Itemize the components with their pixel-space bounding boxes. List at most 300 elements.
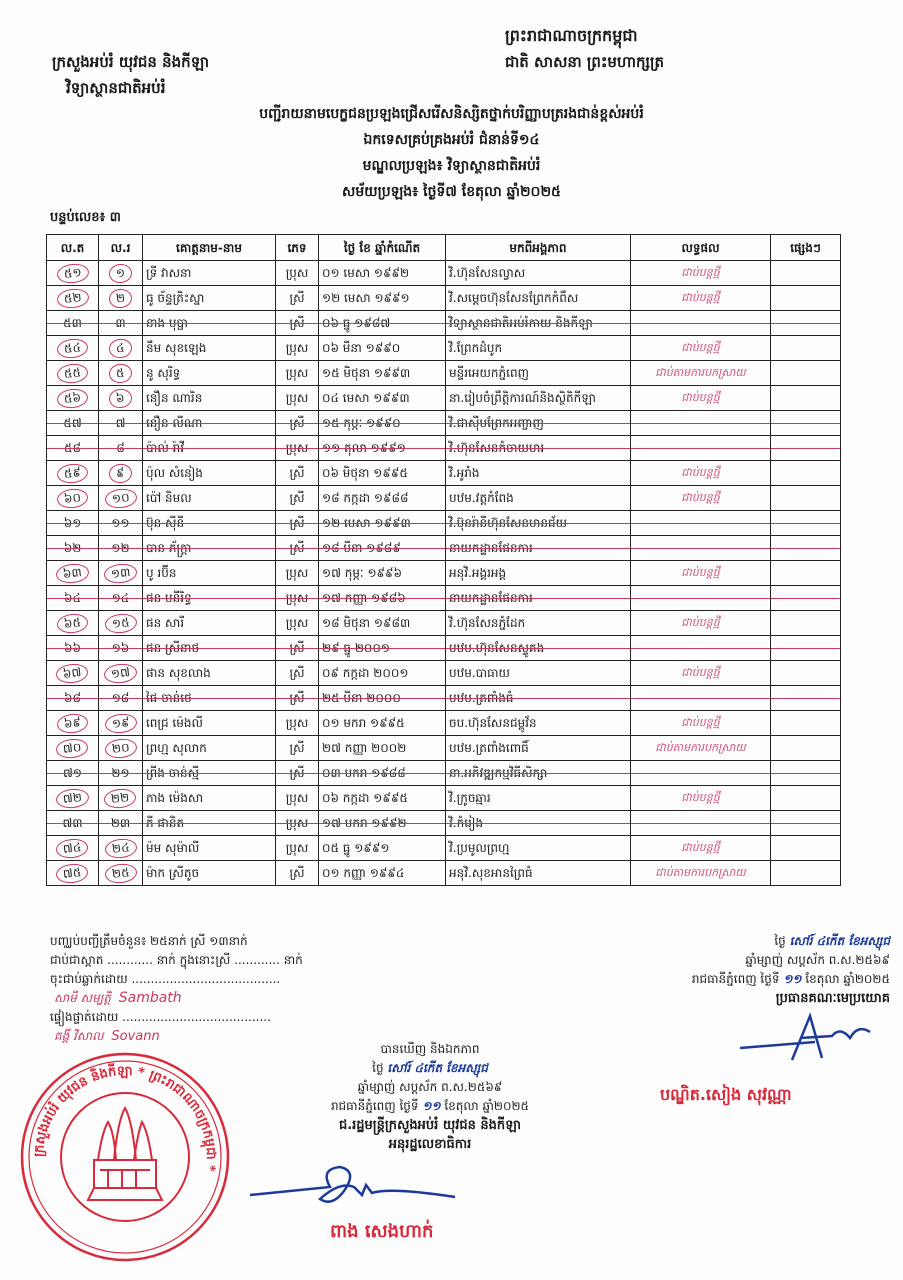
name-cell: [143, 511, 276, 536]
result-cell: [631, 611, 771, 636]
seq-room-cell: [99, 461, 143, 486]
unit-cell-text: វិ.ហ៊ុនសែនកំចាយមារ: [449, 441, 545, 455]
sex-cell: [276, 261, 319, 286]
name-cell: [143, 411, 276, 436]
dob-cell-text: ២៩ ធ្នូ ២០០១: [322, 641, 390, 655]
right-date-suffix-line: [450, 951, 890, 970]
result-cell-text: ជាប់តាមការបកស្រាយ: [655, 741, 746, 754]
seq-room-cell: [99, 836, 143, 861]
mid-signature-mark: [250, 1165, 460, 1215]
verified-by-line: ផ្ទៀងផ្ទាត់ដោយ .......................................: [50, 1010, 271, 1024]
name-cell: [143, 261, 276, 286]
sex-cell: [276, 586, 319, 611]
unit-cell-text: អនុវិ.សុខអានព្រៃធំ: [449, 866, 533, 880]
seq-room-cell-text: ២: [108, 287, 133, 308]
seq-room-cell-text: ១: [108, 262, 133, 283]
name-cell: [143, 736, 276, 761]
unit-cell-text: វិទ្យាស្ថានជាតិអប់រំកាយ និងកីឡា: [449, 316, 593, 330]
name-cell-text: ប៉ៅ និមល: [146, 491, 192, 505]
sex-cell: [276, 636, 319, 661]
seq-total-cell: [47, 411, 99, 436]
unit-cell-text: នាយកដ្ឋានផែនការ: [449, 541, 533, 555]
name-cell-text: ភាង ម៉េងសា: [146, 791, 204, 805]
dob-cell-text: ១៧ កុម្ភៈ ១៩៩៦: [322, 566, 403, 580]
sex-cell-text: ស្រី: [289, 466, 305, 480]
name-cell-text: ព្រីង ចាន់ស្មី: [146, 766, 200, 780]
sex-cell: [276, 461, 319, 486]
right-date-prefix: ថ្ងៃ: [774, 934, 786, 948]
name-cell: [143, 536, 276, 561]
dob-cell-text: ១៥ មិថុនា ១៩៩៣: [322, 366, 411, 380]
verified-by-signature: Sovann: [111, 1029, 160, 1044]
result-cell: [631, 761, 771, 786]
other-cell: [771, 561, 841, 586]
dob-cell: [319, 411, 446, 436]
name-cell-text: នឿន លីណា: [146, 416, 203, 430]
dob-cell-text: ១៥ កុម្ភៈ ១៩៩០: [322, 416, 401, 430]
unit-cell-text: វិ.ក្រូចឆ្មារ: [449, 791, 491, 805]
col-header-dob: ថ្ងៃ ខែ ឆ្នាំកំណើត: [319, 235, 446, 261]
col-header-sex: ភេទ: [276, 235, 319, 261]
result-cell: [631, 486, 771, 511]
right-city-date-line: [450, 970, 890, 989]
document-title-line1: បញ្ជីរាយនាមបេក្ខជនប្រឡងជ្រើសរើសនិស្សិតថ្នាក់បរិញ្ញាបត្ររងជាន់ខ្ពស់អប់រំ: [259, 106, 644, 122]
closed-by-hand-row: [50, 989, 440, 1008]
result-cell-text: ជាប់បន្តថ្មី: [681, 791, 720, 804]
result-cell-text: ជាប់បន្តថ្មី: [681, 491, 720, 504]
other-cell: [771, 836, 841, 861]
result-cell: [631, 561, 771, 586]
sex-cell-text: ប្រុស: [285, 816, 309, 830]
seq-total-cell: [47, 786, 99, 811]
other-cell: [771, 311, 841, 336]
seq-total-cell-text: ៦១: [63, 516, 82, 530]
result-cell: [631, 786, 771, 811]
name-cell: [143, 611, 276, 636]
mid-city-date-line: [240, 1097, 620, 1116]
name-cell-text: ទ្រី វាសនា: [146, 266, 192, 280]
dob-cell: [319, 286, 446, 311]
sex-cell: [276, 361, 319, 386]
dob-cell: [319, 811, 446, 836]
sex-cell: [276, 861, 319, 886]
sex-cell: [276, 386, 319, 411]
table-row: [47, 486, 841, 511]
sex-cell-text: ប្រុស: [285, 841, 309, 855]
table-row: [47, 286, 841, 311]
unit-cell: [446, 561, 631, 586]
other-cell: [771, 661, 841, 686]
seq-total-cell-text: ៥៥: [56, 362, 89, 384]
unit-cell-text: វិ.ប្រមូលព្រហ្ម: [449, 841, 510, 855]
seq-room-cell: [99, 861, 143, 886]
mid-date-line: [240, 1059, 620, 1078]
seq-room-cell: [99, 611, 143, 636]
document-title-line3: មណ្ឌលប្រឡង៖ វិទ្យាស្ថានជាតិអប់រំ: [362, 158, 541, 174]
name-cell: [143, 586, 276, 611]
seq-room-cell: [99, 736, 143, 761]
seq-room-cell: [99, 361, 143, 386]
seq-room-cell-text: ៨: [116, 441, 125, 455]
dob-cell-text: ១៨ កក្កដា ១៩៨៨: [322, 491, 409, 505]
temple-icon: [88, 1108, 162, 1200]
dob-cell-text: ១៧ កញ្ញា ១៩៨៦: [322, 591, 406, 605]
col-header-seq-total: ល.ត: [47, 235, 99, 261]
seq-room-cell-text: ២២: [104, 787, 138, 809]
seq-total-cell: [47, 561, 99, 586]
approval-label: បានឃើញ និងឯកភាព: [380, 1042, 480, 1056]
name-cell-text: ប៊ុន ស៊ីនី: [146, 516, 185, 530]
name-cell: [143, 361, 276, 386]
name-cell-text: ធូ ច័ន្ទត្រិះស្នា: [146, 291, 205, 305]
sex-cell-text: ប្រុស: [285, 791, 309, 805]
right-signer-role: ប្រធានគណៈមេប្រយោគ: [775, 991, 890, 1006]
sex-cell-text: ស្រី: [289, 641, 305, 655]
unit-cell: [446, 836, 631, 861]
sex-cell-text: ប្រុស: [285, 566, 309, 580]
dob-cell: [319, 361, 446, 386]
sex-cell-text: ស្រី: [289, 416, 305, 430]
seq-room-cell: [99, 261, 143, 286]
seq-total-cell: [47, 636, 99, 661]
unit-cell: [446, 586, 631, 611]
name-cell: [143, 786, 276, 811]
col-header-seq-room: ល.រ: [99, 235, 143, 261]
result-cell-text: ជាប់បន្តថ្មី: [681, 841, 720, 854]
mid-signer-role1: ជ.រដ្ឋមន្ត្រីក្រសួងអប់រំ យុវជន និងកីឡា: [338, 1118, 521, 1133]
seq-room-cell: [99, 586, 143, 611]
table-row: [47, 461, 841, 486]
seq-total-cell: [47, 736, 99, 761]
name-cell-text: នូ សុរិទ្ធ: [146, 366, 181, 380]
right-signer-name: បណ្ឌិត.សៀង សុវណ្ណា: [660, 1085, 792, 1104]
dob-cell: [319, 661, 446, 686]
mid-month-year: ខែតុលា ឆ្នាំ២០២៥: [444, 1099, 530, 1113]
sex-cell: [276, 411, 319, 436]
unit-cell-text: នាយកដ្ឋានផែនការ: [449, 591, 533, 605]
sex-cell-text: ប្រុស: [285, 441, 309, 455]
name-cell: [143, 386, 276, 411]
footer-right-block: [450, 932, 890, 1008]
seq-total-cell-text: ៥៦: [56, 387, 89, 409]
right-date-handwritten: សៅរ៍ ៤កើត ខែអស្សុជ: [789, 934, 890, 948]
dob-cell: [319, 861, 446, 886]
dob-cell: [319, 636, 446, 661]
unit-cell-text: វិ.សម្តេចហ៊ុនសែនព្រែកកំពឹស: [449, 291, 579, 305]
seq-room-cell-text: ១១: [111, 516, 130, 530]
right-month-year: ខែតុលា ឆ្នាំ២០២៥: [805, 972, 890, 986]
seq-total-cell: [47, 261, 99, 286]
unit-cell-text: វិ.ហ៊ុនសែនភ្នំដែក: [449, 616, 526, 630]
name-cell-text: ពេជ្រ ម៉េងលី: [146, 716, 203, 730]
seq-room-cell-text: ២១: [111, 766, 130, 780]
motto-heading: ជាតិ សាសនា ព្រះមហាក្សត្រ: [505, 53, 664, 71]
other-cell: [771, 686, 841, 711]
name-cell: [143, 311, 276, 336]
sex-cell-text: ប្រុស: [285, 716, 309, 730]
right-date-suffix: ឆ្នាំម្សាញ់ សប្តស័ក ព.ស.២៥៦៩: [745, 953, 890, 967]
sex-cell-text: ប្រុស: [285, 341, 309, 355]
dob-cell: [319, 786, 446, 811]
dob-cell: [319, 336, 446, 361]
name-cell: [143, 336, 276, 361]
dob-cell-text: ០៣ មករា ១៩៨៨: [322, 766, 406, 780]
seq-total-cell-text: ៥១: [56, 262, 89, 284]
sex-cell: [276, 786, 319, 811]
unit-cell: [446, 336, 631, 361]
result-cell: [631, 711, 771, 736]
name-cell-text: ប៉ុល សំនៀង: [146, 466, 203, 480]
result-cell: [631, 436, 771, 461]
other-cell: [771, 336, 841, 361]
table-row: [47, 861, 841, 886]
table-row: [47, 836, 841, 861]
mid-date-prefix: ថ្ងៃ: [372, 1061, 384, 1075]
unit-cell: [446, 411, 631, 436]
seq-total-cell-text: ៧៣: [62, 816, 83, 830]
sex-cell-text: ស្រី: [289, 866, 305, 880]
name-cell-text: ភី ផានិត: [146, 816, 185, 830]
seq-total-cell-text: ៧០: [55, 737, 89, 759]
seq-total-cell-text: ៧៥: [55, 862, 89, 884]
table-row: [47, 336, 841, 361]
seq-room-cell-text: ២០: [104, 737, 137, 759]
seq-total-cell-text: ៦៤: [64, 591, 81, 605]
seq-total-cell-text: ៦៨: [64, 691, 81, 705]
seq-total-cell-text: ៥២: [56, 287, 89, 309]
present-count-line: ជាប់ជាស្ពាត ............ នាក់ ក្នុងនោះស្រី ............ នាក់: [50, 953, 303, 967]
seq-room-cell-text: ២៤: [104, 837, 137, 859]
unit-cell: [446, 661, 631, 686]
table-row: [47, 761, 841, 786]
unit-cell-text: អនុវិ.អង្គរអង្គ: [449, 566, 507, 580]
name-cell: [143, 636, 276, 661]
sex-cell: [276, 836, 319, 861]
seq-total-cell-text: ៦៦: [64, 641, 81, 655]
unit-cell-text: បឋម.វត្តកំពែង: [449, 491, 514, 505]
other-cell: [771, 611, 841, 636]
dob-cell-text: ០៩ កក្កដា ២០០១: [322, 666, 409, 680]
candidate-table: [46, 234, 841, 886]
right-signature-mark: [740, 1012, 880, 1062]
sex-cell-text: ស្រី: [289, 666, 305, 680]
dob-cell-text: ០១ មេសា ១៩៩២: [322, 266, 410, 280]
unit-cell: [446, 286, 631, 311]
seq-room-cell-text: ១៨: [111, 691, 130, 705]
result-cell-text: ជាប់បន្តថ្មី: [681, 291, 720, 304]
table-row: [47, 511, 841, 536]
dob-cell: [319, 436, 446, 461]
official-seal-stamp: [18, 1050, 233, 1265]
dob-cell-text: ០៥ ធ្នូ ១៩៩១: [322, 841, 390, 855]
seq-total-cell: [47, 511, 99, 536]
result-cell-text: ជាប់បន្តថ្មី: [681, 666, 720, 679]
other-cell: [771, 386, 841, 411]
sex-cell: [276, 711, 319, 736]
dob-cell: [319, 711, 446, 736]
name-cell-text: បូ រប៊ីន: [146, 566, 177, 580]
result-cell: [631, 511, 771, 536]
document-title-line2: ឯកទេសគ្រប់គ្រងអប់រំ ជំនាន់ទី១៤: [363, 132, 540, 148]
name-cell-text: នាង បុប្ផា: [146, 316, 188, 330]
verified-by-handwritten-name: គង្គី វិសាល: [54, 1029, 104, 1043]
unit-cell-text: ចប.ហ៊ុនសែនជម្ពូវ័ន: [449, 716, 537, 730]
mid-city-label: រាជធានីភ្នំពេញ ថ្ងៃទី: [330, 1099, 419, 1113]
result-cell: [631, 686, 771, 711]
unit-cell: [446, 736, 631, 761]
table-row: [47, 711, 841, 736]
table-row: [47, 586, 841, 611]
sex-cell-text: ស្រី: [289, 741, 305, 755]
unit-cell-text: វិ.ហ៊ុនសែនល្វាស: [449, 266, 526, 280]
seq-room-cell-text: ២៣: [110, 816, 131, 830]
seq-room-cell: [99, 286, 143, 311]
sex-cell-text: ស្រី: [289, 291, 305, 305]
seq-total-cell: [47, 436, 99, 461]
name-cell-text: ផន ស្រីនាថ: [146, 641, 200, 655]
seq-room-cell: [99, 811, 143, 836]
unit-cell-text: នា.រៀបចំព្រឹត្តិការណ៍និងស្ថិតិកីឡា: [449, 391, 596, 405]
unit-cell: [446, 711, 631, 736]
name-cell: [143, 836, 276, 861]
dob-cell: [319, 736, 446, 761]
seq-room-cell-text: ១៥: [104, 612, 137, 634]
table-row: [47, 811, 841, 836]
name-cell: [143, 286, 276, 311]
other-cell: [771, 261, 841, 286]
unit-cell-text: វិ.ព្រែកដំបូក: [449, 341, 503, 355]
seq-total-cell: [47, 761, 99, 786]
col-header-result: លទ្ធផល: [631, 235, 771, 261]
dob-cell-text: ១២ មេសា ១៩៩១: [322, 291, 410, 305]
right-city-label: រាជធានីភ្នំពេញ ថ្ងៃទី: [691, 972, 780, 986]
name-cell: [143, 661, 276, 686]
right-day-handwritten: ១១: [783, 972, 802, 986]
dob-cell: [319, 611, 446, 636]
seq-total-cell: [47, 286, 99, 311]
seq-room-cell-text: ១៣: [103, 562, 138, 584]
result-cell: [631, 736, 771, 761]
other-cell: [771, 586, 841, 611]
seq-room-cell-text: ១០: [104, 487, 137, 509]
other-cell: [771, 811, 841, 836]
seq-total-cell: [47, 536, 99, 561]
sex-cell-text: ស្រី: [289, 516, 305, 530]
dob-cell-text: ១៨ មីនា ១៩៨៩: [322, 541, 401, 555]
dob-cell-text: ០៦ មីនា ១៩៩០: [322, 341, 401, 355]
seq-room-cell-text: ៦: [108, 387, 132, 408]
seq-total-cell-text: ៦២: [63, 541, 82, 555]
closed-by-handwritten-name: សាមី សម្បត្តិ: [54, 991, 111, 1005]
result-cell: [631, 586, 771, 611]
seq-room-cell: [99, 311, 143, 336]
mid-date-handwritten: សៅរ៍ ៤កើត ខែអស្សុជ: [387, 1061, 488, 1075]
name-cell: [143, 861, 276, 886]
seq-total-cell: [47, 336, 99, 361]
name-cell-text: ម៉ាក ស្រីតូច: [146, 866, 200, 880]
name-cell-text: បាន ភ័ក្ត្រា: [146, 541, 192, 555]
table-row: [47, 736, 841, 761]
seq-total-cell: [47, 711, 99, 736]
table-row: [47, 411, 841, 436]
name-cell-text: ផៃ ចាន់ថេ: [146, 691, 192, 705]
dob-cell: [319, 311, 446, 336]
dob-cell: [319, 511, 446, 536]
closed-by-signature: Sambath: [118, 990, 182, 1006]
seq-room-cell: [99, 711, 143, 736]
name-cell-text: ព្រហ្ម សុលាក: [146, 741, 207, 755]
unit-cell: [446, 261, 631, 286]
seq-total-cell: [47, 461, 99, 486]
kingdom-heading: ព្រះរាជាណាចក្រកម្ពុជា: [505, 26, 638, 45]
seq-total-cell: [47, 386, 99, 411]
unit-cell: [446, 511, 631, 536]
unit-cell: [446, 636, 631, 661]
dob-cell-text: ០៦ មិថុនា ១៩៩៥: [322, 466, 408, 480]
dob-cell: [319, 836, 446, 861]
mid-day-handwritten: ១១: [422, 1099, 441, 1113]
result-cell-text: ជាប់បន្តថ្មី: [681, 566, 720, 579]
dob-cell: [319, 586, 446, 611]
unit-cell: [446, 611, 631, 636]
seq-total-cell: [47, 311, 99, 336]
table-row: [47, 661, 841, 686]
unit-cell: [446, 811, 631, 836]
other-cell: [771, 486, 841, 511]
closed-by-line: ចុះជាប់ឆ្លាក់ដោយ .......................................: [50, 972, 281, 986]
table-row: [47, 636, 841, 661]
sex-cell-text: ស្រី: [289, 316, 305, 330]
result-cell: [631, 386, 771, 411]
ministry-heading: ក្រសួងអប់រំ យុវជន និងកីឡា: [52, 53, 210, 71]
sex-cell: [276, 761, 319, 786]
dob-cell-text: ១៨ មិថុនា ១៩៨៣: [322, 616, 411, 630]
unit-cell-text: វិ.ប៊ុនរ៉ានីហ៊ុនសែនមានជ័យ: [449, 516, 568, 530]
table-row: [47, 311, 841, 336]
room-label: បន្ទប់លេខ៖ ៣: [50, 210, 121, 225]
table-header-row: [47, 235, 841, 261]
other-cell: [771, 711, 841, 736]
seq-total-cell: [47, 661, 99, 686]
result-cell: [631, 661, 771, 686]
dob-cell-text: ២៥ មីនា ២០០០: [322, 691, 401, 705]
name-cell: [143, 761, 276, 786]
seq-room-cell-text: ៩: [108, 462, 132, 483]
seq-total-cell-text: ៦៧: [55, 662, 89, 684]
unit-cell-text: មន្ទីរអេយកភ្នំពេញ: [449, 366, 529, 380]
dob-cell-text: ០៦ កក្កដា ១៩៩៥: [322, 791, 408, 805]
seq-total-cell: [47, 836, 99, 861]
dob-cell: [319, 561, 446, 586]
seq-total-cell: [47, 486, 99, 511]
result-cell: [631, 336, 771, 361]
seq-total-cell-text: ៥៨: [64, 441, 81, 455]
name-cell: [143, 436, 276, 461]
dob-cell-text: ១៧ មករា ១៩៩២: [322, 816, 407, 830]
sex-cell-text: ស្រី: [289, 766, 305, 780]
result-cell: [631, 836, 771, 861]
unit-cell: [446, 436, 631, 461]
seq-total-cell-text: ៥៤: [56, 337, 89, 359]
dob-cell-text: ០១ កញ្ញា ១៩៩៤: [322, 866, 405, 880]
sex-cell: [276, 686, 319, 711]
sex-cell-text: ស្រី: [289, 491, 305, 505]
result-cell: [631, 361, 771, 386]
dob-cell-text: ០៤ មេសា ១៩៩៣: [322, 391, 410, 405]
other-cell: [771, 786, 841, 811]
col-header-name: គោត្តនាម-នាម: [143, 235, 276, 261]
unit-cell-text: បឋម.ត្រពាំងពោធិ៍: [449, 741, 529, 755]
